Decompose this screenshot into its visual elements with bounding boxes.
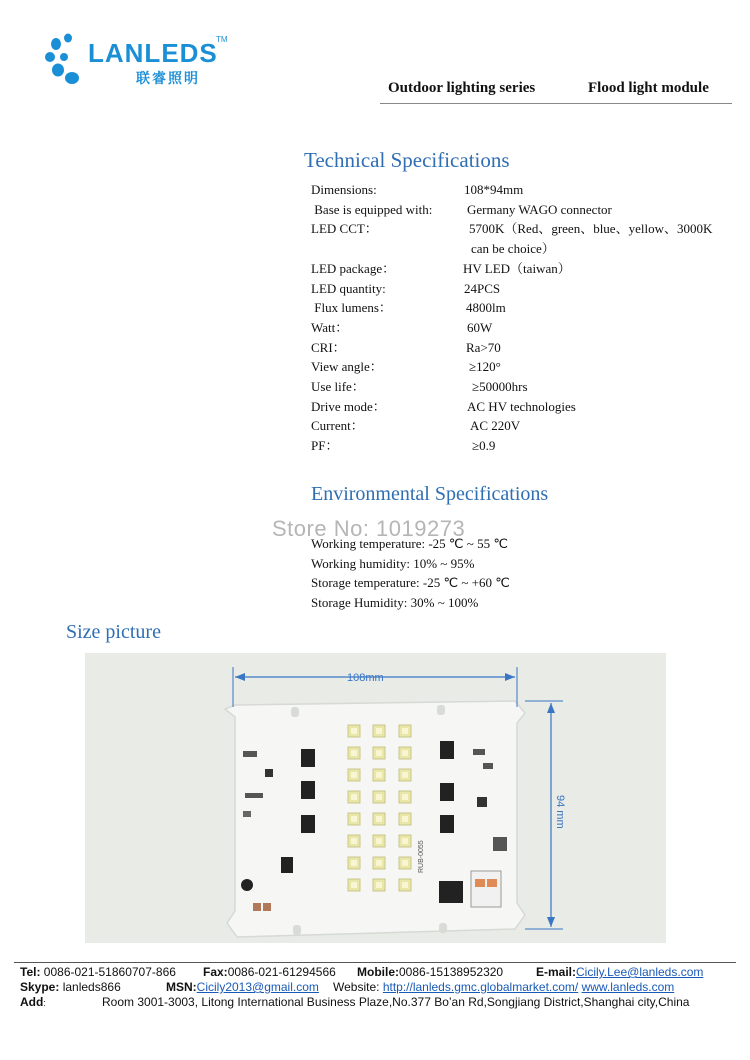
spec-label: PF： — [311, 438, 339, 453]
tel-value: 0086-021-51860707-866 — [43, 965, 176, 979]
spec-label: Dimensions: — [311, 182, 377, 197]
led-phosphor — [351, 816, 357, 822]
product-photo — [85, 653, 666, 943]
spec-label: Watt： — [311, 320, 349, 335]
env-spec-row: Working humidity: 10% ~ 95% — [311, 556, 475, 571]
mounting-slot — [439, 923, 447, 933]
wago-lever — [487, 879, 497, 887]
led-phosphor — [402, 838, 408, 844]
spec-value: ≥0.9 — [472, 438, 496, 453]
board-marking: RUB-0055 — [418, 840, 425, 873]
driver-chip — [440, 815, 454, 833]
spec-value: 24PCS — [464, 281, 501, 296]
spec-value: ≥50000hrs — [472, 379, 528, 394]
module-label: Flood light module — [588, 80, 709, 96]
rectifier — [439, 881, 463, 903]
footer-skype — [20, 980, 121, 995]
driver-chip — [301, 815, 315, 833]
footer-fax — [203, 965, 336, 980]
msn-link[interactable]: Cicily2013@gmail.com — [196, 980, 319, 994]
led-phosphor — [351, 772, 357, 778]
spec-value: AC HV technologies — [467, 399, 576, 414]
address-label: Add — [20, 995, 44, 1009]
component — [241, 879, 253, 891]
driver-chip — [301, 781, 315, 799]
brand-name: LANLEDS — [88, 38, 218, 68]
spec-value: Ra>70 — [466, 340, 501, 355]
led-phosphor — [351, 860, 357, 866]
spec-label: LED CCT： — [311, 221, 378, 236]
env-spec-row: Storage Humidity: 30% ~ 100% — [311, 595, 479, 610]
spec-label: Flux lumens： — [311, 300, 392, 315]
website-link-1[interactable]: http://lanleds.gmc.globalmarket.com/ — [382, 980, 579, 994]
footer-mobile — [357, 965, 503, 980]
fax-label: Fax: — [203, 965, 228, 979]
led-phosphor — [351, 882, 357, 888]
height-label: 94 mm — [554, 795, 566, 829]
spec-value: AC 220V — [470, 418, 521, 433]
email-label: E-mail: — [536, 965, 577, 979]
spec-value: Germany WAGO connector — [467, 202, 612, 217]
led-phosphor — [402, 750, 408, 756]
driver-chip — [301, 749, 315, 767]
skype-label: Skype: — [20, 980, 60, 994]
skype-value: lanleds866 — [62, 980, 121, 994]
connector-pad — [253, 903, 261, 911]
env-spec-row: Working temperature: -25 ℃ ~ 55 ℃ — [311, 536, 508, 551]
spec-label: Base is equipped with: — [311, 202, 433, 217]
spec-label: Drive mode： — [311, 399, 386, 414]
led-phosphor — [376, 882, 382, 888]
led-phosphor — [351, 794, 357, 800]
spec-value: ≥120° — [469, 359, 501, 374]
led-phosphor — [376, 816, 382, 822]
led-phosphor — [402, 860, 408, 866]
spec-label: LED package： — [311, 261, 396, 276]
footer-tel — [20, 965, 176, 980]
mobile-value: 0086-15138952320 — [399, 965, 504, 979]
company-logo — [44, 30, 244, 90]
fax-value: 0086-021-61294566 — [227, 965, 336, 979]
spec-value: 60W — [467, 320, 493, 335]
size-picture-title: Size picture — [66, 621, 161, 643]
footer-divider — [14, 962, 736, 963]
spec-value: 5700K（Red、green、blue、yellow、3000K — [469, 221, 713, 236]
website-link-2[interactable]: www.lanleds.com — [581, 980, 675, 994]
led-phosphor — [402, 772, 408, 778]
address-value: Room 3001-3003, Litong International Business Plaze,No.377 Bo’an Rd,Songjiang District,Shanghai city,China — [102, 995, 690, 1009]
wago-lever — [475, 879, 485, 887]
led-phosphor — [402, 816, 408, 822]
mounting-slot — [437, 705, 445, 715]
led-phosphor — [402, 728, 408, 734]
mounting-slot — [293, 925, 301, 935]
led-phosphor — [351, 728, 357, 734]
spec-value: HV LED（taiwan） — [463, 261, 571, 276]
width-label: 108mm — [347, 672, 384, 684]
led-phosphor — [376, 794, 382, 800]
spec-label: Current： — [311, 418, 364, 433]
footer-msn — [166, 980, 319, 995]
led-phosphor — [402, 794, 408, 800]
connector-pad — [263, 903, 271, 911]
driver-chip — [281, 857, 293, 873]
component — [483, 763, 493, 769]
website-label: Website: — [333, 980, 380, 994]
mobile-label: Mobile: — [357, 965, 399, 979]
led-phosphor — [351, 750, 357, 756]
component — [265, 769, 273, 777]
environmental-specs-title: Environmental Specifications — [311, 483, 549, 505]
spec-label: CRI： — [311, 340, 346, 355]
spec-value-continued: can be choice） — [471, 241, 555, 256]
led-phosphor — [376, 772, 382, 778]
driver-chip — [440, 741, 454, 759]
mounting-slot — [291, 707, 299, 717]
component — [243, 751, 257, 757]
spec-label: LED quantity: — [311, 281, 386, 296]
tel-label: Tel: — [20, 965, 41, 979]
address-separator: : — [43, 998, 46, 1008]
wago-connector — [471, 871, 501, 907]
component — [473, 749, 485, 755]
msn-label: MSN: — [166, 980, 197, 994]
header-divider — [380, 103, 732, 104]
led-phosphor — [376, 860, 382, 866]
brand-name-cn: 联睿照明 — [136, 71, 200, 87]
led-phosphor — [376, 728, 382, 734]
led-phosphor — [402, 882, 408, 888]
technical-specs-title: Technical Specifications — [304, 148, 510, 172]
footer-email — [536, 965, 703, 980]
spec-value: 108*94mm — [464, 182, 524, 197]
spec-value: 4800lm — [466, 300, 506, 315]
led-phosphor — [351, 838, 357, 844]
component — [477, 797, 487, 807]
led-board-illustration — [85, 653, 666, 943]
trademark: TM — [216, 35, 228, 44]
driver-chip — [440, 783, 454, 801]
store-watermark: Store No: 1019273 — [272, 516, 466, 541]
spec-label: Use life： — [311, 379, 365, 394]
led-phosphor — [376, 750, 382, 756]
email-link[interactable]: Cicily.Lee@lanleds.com — [576, 965, 704, 979]
footer-address — [20, 995, 46, 1011]
component — [243, 811, 251, 817]
spec-label: View angle： — [311, 359, 383, 374]
footer-website — [333, 980, 674, 995]
env-spec-row: Storage temperature: -25 ℃ ~ +60 ℃ — [311, 575, 510, 590]
component — [245, 793, 263, 798]
component — [493, 837, 507, 851]
series-label: Outdoor lighting series — [388, 80, 536, 96]
led-phosphor — [376, 838, 382, 844]
